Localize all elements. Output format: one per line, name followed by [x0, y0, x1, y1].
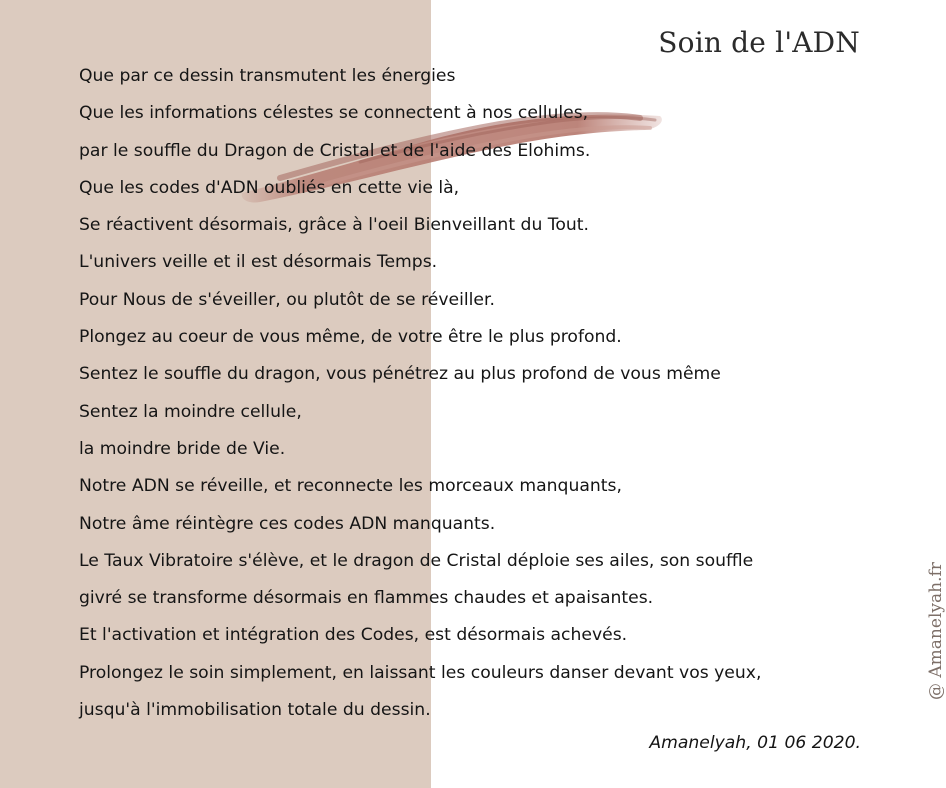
- poem-line: jusqu'à l'immobilisation totale du dessin.: [79, 700, 431, 721]
- poem-line: givré se transforme désormais en flammes chaudes et apaisantes.: [79, 588, 654, 609]
- poem-line: Se réactivent désormais, grâce à l'oeil Bienveillant du Tout.: [79, 215, 589, 236]
- poem-line: Que les codes d'ADN oubliés en cette vie là,: [79, 177, 460, 198]
- poem-line: Plongez au coeur de vous même, de votre être le plus profond.: [79, 327, 622, 348]
- poem-line: Pour Nous de s'éveiller, ou plutôt de se réveiller.: [79, 289, 495, 310]
- poem-line: Sentez le souffle du dragon, vous pénétrez au plus profond de vous même: [79, 364, 721, 385]
- poem-line: Le Taux Vibratoire s'élève, et le dragon de Cristal déploie ses ailes, son souffle: [79, 550, 754, 571]
- poem-text: [79, 58, 879, 729]
- poem-line: par le souffle du Dragon de Cristal et de l'aide des Elohims.: [79, 140, 591, 161]
- poem-line: Notre ADN se réveille, et reconnecte les morceaux manquants,: [79, 476, 622, 497]
- poem-line: Et l'activation et intégration des Codes, est désormais achevés.: [79, 625, 628, 646]
- page-title: Soin de l'ADN: [658, 26, 860, 59]
- poem-line: Prolongez le soin simplement, en laissant les couleurs danser devant vos yeux,: [79, 662, 762, 683]
- poem-line: L'univers veille et il est désormais Temps.: [79, 252, 438, 273]
- poem-line: Que les informations célestes se connectent à nos cellules,: [79, 103, 589, 124]
- website-credit: @ Amanelyah.fr: [926, 562, 946, 700]
- poem-line: la moindre bride de Vie.: [79, 438, 286, 459]
- poem-line: Que par ce dessin transmutent les énergies: [79, 66, 456, 86]
- poem-line: Notre âme réintègre ces codes ADN manquants.: [79, 513, 496, 534]
- poem-line: Sentez la moindre cellule,: [79, 401, 302, 422]
- signature: Amanelyah, 01 06 2020.: [649, 733, 861, 753]
